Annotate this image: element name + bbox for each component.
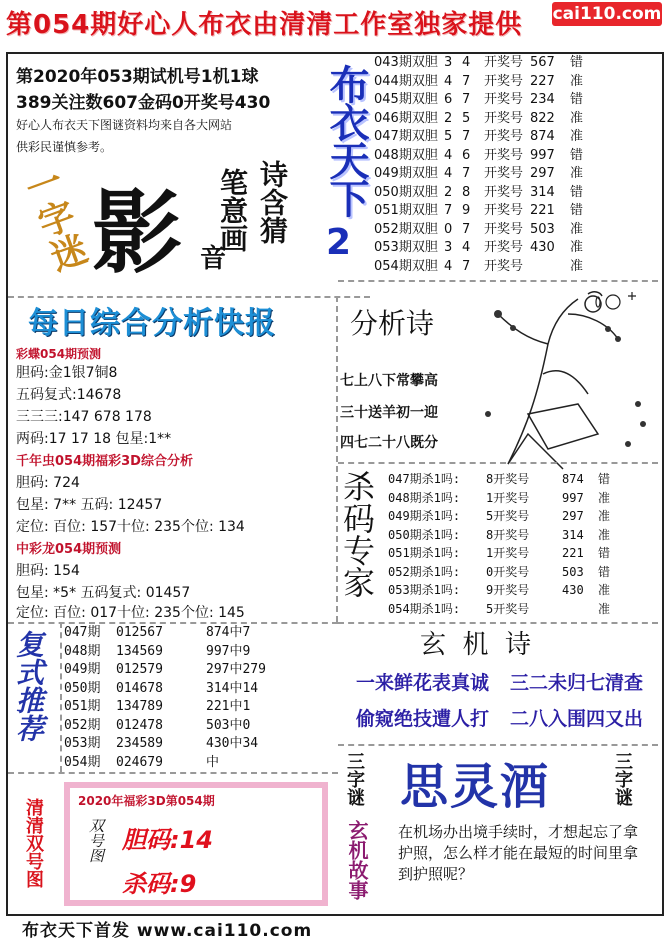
shama-k: 1开奖号 [486, 546, 530, 560]
fushi-issue: 050期 [64, 680, 101, 696]
qianniancong-title: 千年虫054期福彩3D综合分析 [16, 454, 193, 469]
shama-row [388, 600, 656, 619]
shuangdan-num: 822 [530, 110, 555, 126]
xuanji-line-2b: 二八入围四又出 [510, 708, 644, 730]
shama-issue: 048期杀1吗: [388, 490, 461, 505]
zhongcailong-line-1: 胆码: 154 [16, 563, 80, 579]
shama-issue: 047期杀1吗: [388, 472, 461, 486]
shama-k: 9开奖号 [486, 583, 530, 597]
shama-issue: 049期杀1吗: [388, 509, 461, 523]
shuangdan-label: 开奖号 [484, 129, 524, 144]
fushi-res: 874中7 [206, 625, 251, 640]
shuangdan-a: 4 [444, 258, 453, 274]
shama-num: 221 [562, 546, 584, 560]
shuangdan-row [374, 258, 656, 277]
fushi-res: 297中279 [206, 662, 266, 677]
shuangdan-num [530, 258, 562, 277]
shama-table [388, 470, 656, 618]
shama-issue: 053期杀1吗: [388, 583, 461, 597]
sanzimi-right: 三字谜 [612, 752, 633, 806]
fushi-row [64, 735, 336, 754]
xuanji-title: 玄 机 诗 [420, 630, 532, 660]
shama-row [388, 563, 656, 582]
shuangdan-label: 开奖号 [484, 55, 524, 70]
shuangdan-issue: 043期双胆 [374, 55, 438, 70]
shuangdan-num: 997 [530, 147, 555, 163]
shuangdan-row [374, 54, 656, 73]
shuangdan-num: 221 [530, 203, 555, 218]
shama-row [388, 581, 656, 600]
riddle-poem-c: 音 [200, 244, 227, 274]
shama-k: 8开奖号 [486, 472, 530, 486]
fushi-issue: 049期 [64, 662, 101, 677]
shama-row [388, 507, 656, 526]
fushi-row [64, 661, 336, 680]
fushi-issue: 051期 [64, 699, 101, 714]
shuangdan-row [374, 165, 656, 184]
shuangdan-a: 4 [444, 73, 453, 89]
zhongcailong-line-3: 定位: 百位: 017十位: 235个位: 145 [16, 605, 245, 621]
shuangdan-row [374, 91, 656, 110]
shama-row [388, 470, 656, 489]
brand-number: 2 [326, 222, 352, 263]
sanzimi-word: 思灵酒 [400, 759, 551, 815]
shama-issue: 052期杀1吗: [388, 564, 461, 579]
fushi-res: 221中1 [206, 699, 251, 714]
shuangdan-row [374, 221, 656, 240]
shama-row [388, 544, 656, 563]
shuangdan-b: 7 [462, 129, 471, 144]
zhongcailong-line-2: 包星: *5* 五码复式: 01457 [16, 585, 191, 601]
shama-row [388, 489, 656, 508]
shuangdan-a: 6 [444, 92, 453, 107]
shuangdan-label: 开奖号 [484, 147, 524, 163]
fushi-row [64, 680, 336, 699]
poem-illustration [468, 284, 658, 474]
shuangdan-res: 准 [570, 240, 584, 255]
shama-title: 杀码专家 [338, 470, 376, 598]
shuangdan-b: 7 [462, 221, 471, 237]
shuangdan-res: 准 [570, 221, 584, 237]
shuangdan-res: 准 [570, 166, 584, 181]
shuangdan-res: 准 [570, 129, 584, 144]
qingqing-shuanghao: 双号图 [87, 818, 105, 863]
shuangdan-res: 准 [570, 258, 584, 274]
shama-res: 准 [598, 601, 611, 616]
shuangdan-issue: 046期双胆 [374, 110, 438, 126]
poem-title: 分析诗 [350, 307, 435, 340]
fushi-nums: 234589 [116, 736, 163, 751]
caidie-title: 彩蝶054期预测 [16, 347, 102, 361]
brand-title: 布衣天下 [323, 64, 369, 216]
shuangdan-res: 错 [570, 147, 584, 163]
shuangdan-label: 开奖号 [484, 92, 524, 107]
sanzimi-left: 三字谜 [344, 752, 365, 806]
shuangdan-label: 开奖号 [484, 240, 524, 255]
riddle-poem-a: 诗含猜 [256, 160, 289, 244]
shuangdan-b: 9 [462, 203, 471, 218]
qingqing-sha: 杀码:9 [122, 870, 197, 898]
shuangdan-num: 503 [530, 221, 555, 237]
riddle-yizimi: 一字迷 [15, 161, 92, 277]
shuangdan-res: 错 [570, 92, 584, 107]
shuangdan-label: 开奖号 [484, 73, 524, 89]
fushi-row [64, 698, 336, 717]
shuangdan-a: 7 [444, 203, 453, 218]
xuanji-line-2a: 偷窥绝技遭人打 [356, 708, 490, 730]
sanzimi-divider [338, 744, 658, 746]
poem-line-2: 三十送羊初一迎 [340, 405, 438, 421]
qingqing-divider [8, 772, 338, 774]
shama-issue: 050期杀1吗: [388, 527, 461, 542]
fushi-res: 503中0 [206, 717, 251, 733]
shuangdan-issue: 051期双胆 [374, 203, 438, 218]
poem-divider [338, 280, 658, 282]
shuangdan-table [374, 54, 656, 276]
shuangdan-a: 4 [444, 166, 453, 181]
shuangdan-label: 开奖号 [484, 221, 524, 237]
shuangdan-num: 234 [530, 92, 555, 107]
site-badge-text: cai110.com [552, 4, 662, 24]
shuangdan-row [374, 184, 656, 203]
shuangdan-b: 7 [462, 166, 471, 181]
fushi-res: 430中34 [206, 736, 259, 751]
fushi-title: 复式推荐 [12, 630, 45, 742]
fushi-nums: 014678 [116, 680, 163, 696]
fushi-row [64, 717, 336, 736]
poem-line-1: 七上八下常攀高 [340, 373, 438, 389]
fushi-issue: 047期 [64, 625, 101, 640]
shama-num: 314 [562, 527, 584, 542]
shuangdan-row [374, 128, 656, 147]
shuangdan-res: 准 [570, 110, 584, 126]
intro-line-1: 第2020年053期试机号1机1球 [16, 67, 259, 87]
shama-k: 5开奖号 [486, 601, 530, 616]
fushi-nums: 134569 [116, 643, 163, 659]
fushi-issue: 048期 [64, 643, 101, 659]
fushi-nums: 024679 [116, 754, 163, 770]
shuangdan-row [374, 73, 656, 92]
shama-k: 1开奖号 [486, 490, 530, 505]
fushi-issue: 054期 [64, 754, 101, 770]
caidie-line-2: 五码复式:14678 [16, 387, 122, 403]
qingqing-box [64, 782, 328, 906]
shama-res: 准 [598, 527, 611, 542]
shama-row [388, 526, 656, 545]
shuangdan-row [374, 202, 656, 221]
shuangdan-b: 6 [462, 147, 471, 163]
fushi-res: 314中14 [206, 680, 259, 696]
footer-text[interactable]: 布衣天下首发 www.cai110.com [22, 921, 313, 941]
daily-banner: 每日综合分析快报 [28, 306, 276, 341]
shuangdan-a: 0 [444, 221, 453, 237]
shama-issue: 051期杀1吗: [388, 546, 461, 560]
shuangdan-issue: 050期双胆 [374, 184, 438, 200]
shama-k: 8开奖号 [486, 527, 530, 542]
shuangdan-a: 3 [444, 55, 453, 70]
xuanji-line-1b: 三二未归七清查 [510, 672, 644, 694]
shuangdan-issue: 044期双胆 [374, 73, 438, 89]
shuangdan-b: 5 [462, 110, 471, 126]
gushi-story: 在机场办出境手续时，才想起忘了拿护照，怎么样才能在最短的时间里拿到护照呢？ [398, 823, 639, 883]
fushi-nums: 012567 [116, 625, 163, 640]
shuangdan-issue: 054期双胆 [374, 258, 438, 274]
page-title: 第054期好心人布衣由清清工作室独家提供 [6, 10, 523, 40]
shuangdan-res: 准 [570, 73, 584, 89]
shuangdan-num: 227 [530, 73, 555, 89]
shuangdan-label: 开奖号 [484, 110, 524, 126]
qingqing-box-title: 2020年福彩3D第054期 [78, 794, 215, 808]
qianniancong-line-3: 定位: 百位: 157十位: 235个位: 134 [16, 519, 245, 535]
qianniancong-line-1: 胆码: 724 [16, 475, 80, 491]
shama-num: 997 [562, 490, 584, 505]
fushi-res: 997中9 [206, 643, 251, 659]
shama-issue: 054期杀1吗: [388, 601, 461, 616]
shuangdan-a: 2 [444, 110, 453, 126]
caidie-line-1: 胆码:金1银7铜8 [16, 365, 118, 381]
fushi-nums: 134789 [116, 699, 163, 714]
shuangdan-res: 错 [570, 55, 584, 70]
shama-res: 准 [598, 583, 611, 597]
shuangdan-label: 开奖号 [484, 203, 524, 218]
shuangdan-row [374, 239, 656, 258]
shuangdan-a: 4 [444, 147, 453, 163]
shuangdan-label: 开奖号 [484, 166, 524, 181]
shuangdan-row [374, 147, 656, 166]
intro-line-4: 供彩民谨慎参考。 [16, 140, 113, 154]
fushi-row [64, 643, 336, 662]
shama-num: 503 [562, 564, 584, 579]
shuangdan-res: 错 [570, 184, 584, 200]
shuangdan-label: 开奖号 [484, 258, 524, 274]
qingqing-side-label: 清清双号图 [23, 798, 44, 888]
shuangdan-issue: 049期双胆 [374, 166, 438, 181]
shuangdan-num: 874 [530, 129, 555, 144]
riddle-character: 影 [92, 180, 182, 286]
shuangdan-a: 3 [444, 240, 453, 255]
shuangdan-num: 430 [530, 240, 555, 255]
gushi-title: 玄机故事 [345, 820, 369, 900]
shuangdan-res: 错 [570, 203, 584, 218]
shuangdan-issue: 048期双胆 [374, 147, 438, 163]
qingqing-dan: 胆码:14 [122, 826, 213, 854]
fushi-inner-divider [60, 622, 62, 772]
fushi-table [64, 624, 336, 772]
shuangdan-issue: 047期双胆 [374, 129, 438, 144]
shama-res: 错 [598, 546, 611, 560]
shuangdan-b: 7 [462, 73, 471, 89]
shuangdan-row [374, 110, 656, 129]
xuanji-line-1a: 一来鲜花表真诚 [356, 672, 490, 694]
shama-res: 准 [598, 509, 611, 523]
shuangdan-label: 开奖号 [484, 184, 524, 200]
shama-res: 错 [598, 564, 611, 579]
shuangdan-num: 314 [530, 184, 555, 200]
intro-line-3: 好心人布衣天下图谜资料均来自各大网站 [16, 118, 233, 132]
shama-k: 5开奖号 [486, 509, 530, 523]
fushi-res: 中 [206, 754, 220, 770]
site-badge[interactable] [552, 2, 662, 26]
shuangdan-b: 7 [462, 92, 471, 107]
shama-num [562, 600, 598, 619]
fushi-row [64, 754, 336, 773]
shuangdan-a: 5 [444, 129, 453, 144]
shuangdan-a: 2 [444, 184, 453, 200]
shama-res: 错 [598, 472, 611, 486]
shama-divider [338, 462, 658, 464]
fushi-issue: 053期 [64, 736, 101, 751]
shuangdan-issue: 052期双胆 [374, 221, 438, 237]
caidie-line-4: 两码:17 17 18 包星:1** [16, 431, 172, 447]
poem-line-3: 四七二十八既分 [340, 435, 438, 451]
shama-num: 297 [562, 509, 584, 523]
fushi-nums: 012579 [116, 662, 163, 677]
shuangdan-b: 8 [462, 184, 471, 200]
fushi-issue: 052期 [64, 717, 101, 733]
shuangdan-b: 7 [462, 258, 471, 274]
riddle-poem-b: 笔意画 [216, 168, 249, 252]
shuangdan-num: 297 [530, 166, 555, 181]
intro-line-2: 389关注数607金码0开奖号430 [16, 93, 271, 113]
shama-k: 0开奖号 [486, 564, 530, 579]
fushi-row [64, 624, 336, 643]
shuangdan-issue: 045期双胆 [374, 92, 438, 107]
shama-num: 874 [562, 472, 584, 486]
caidie-line-3: 三三三:147 678 178 [16, 409, 152, 425]
qianniancong-line-2: 包星: 7** 五码: 12457 [16, 497, 163, 513]
zhongcailong-title: 中彩龙054期预测 [16, 542, 122, 557]
shama-res: 准 [598, 490, 611, 505]
shuangdan-b: 4 [462, 55, 471, 70]
fushi-nums: 012478 [116, 717, 163, 733]
shuangdan-issue: 053期双胆 [374, 240, 438, 255]
shuangdan-b: 4 [462, 240, 471, 255]
shuangdan-num: 567 [530, 55, 555, 70]
shama-num: 430 [562, 583, 584, 597]
